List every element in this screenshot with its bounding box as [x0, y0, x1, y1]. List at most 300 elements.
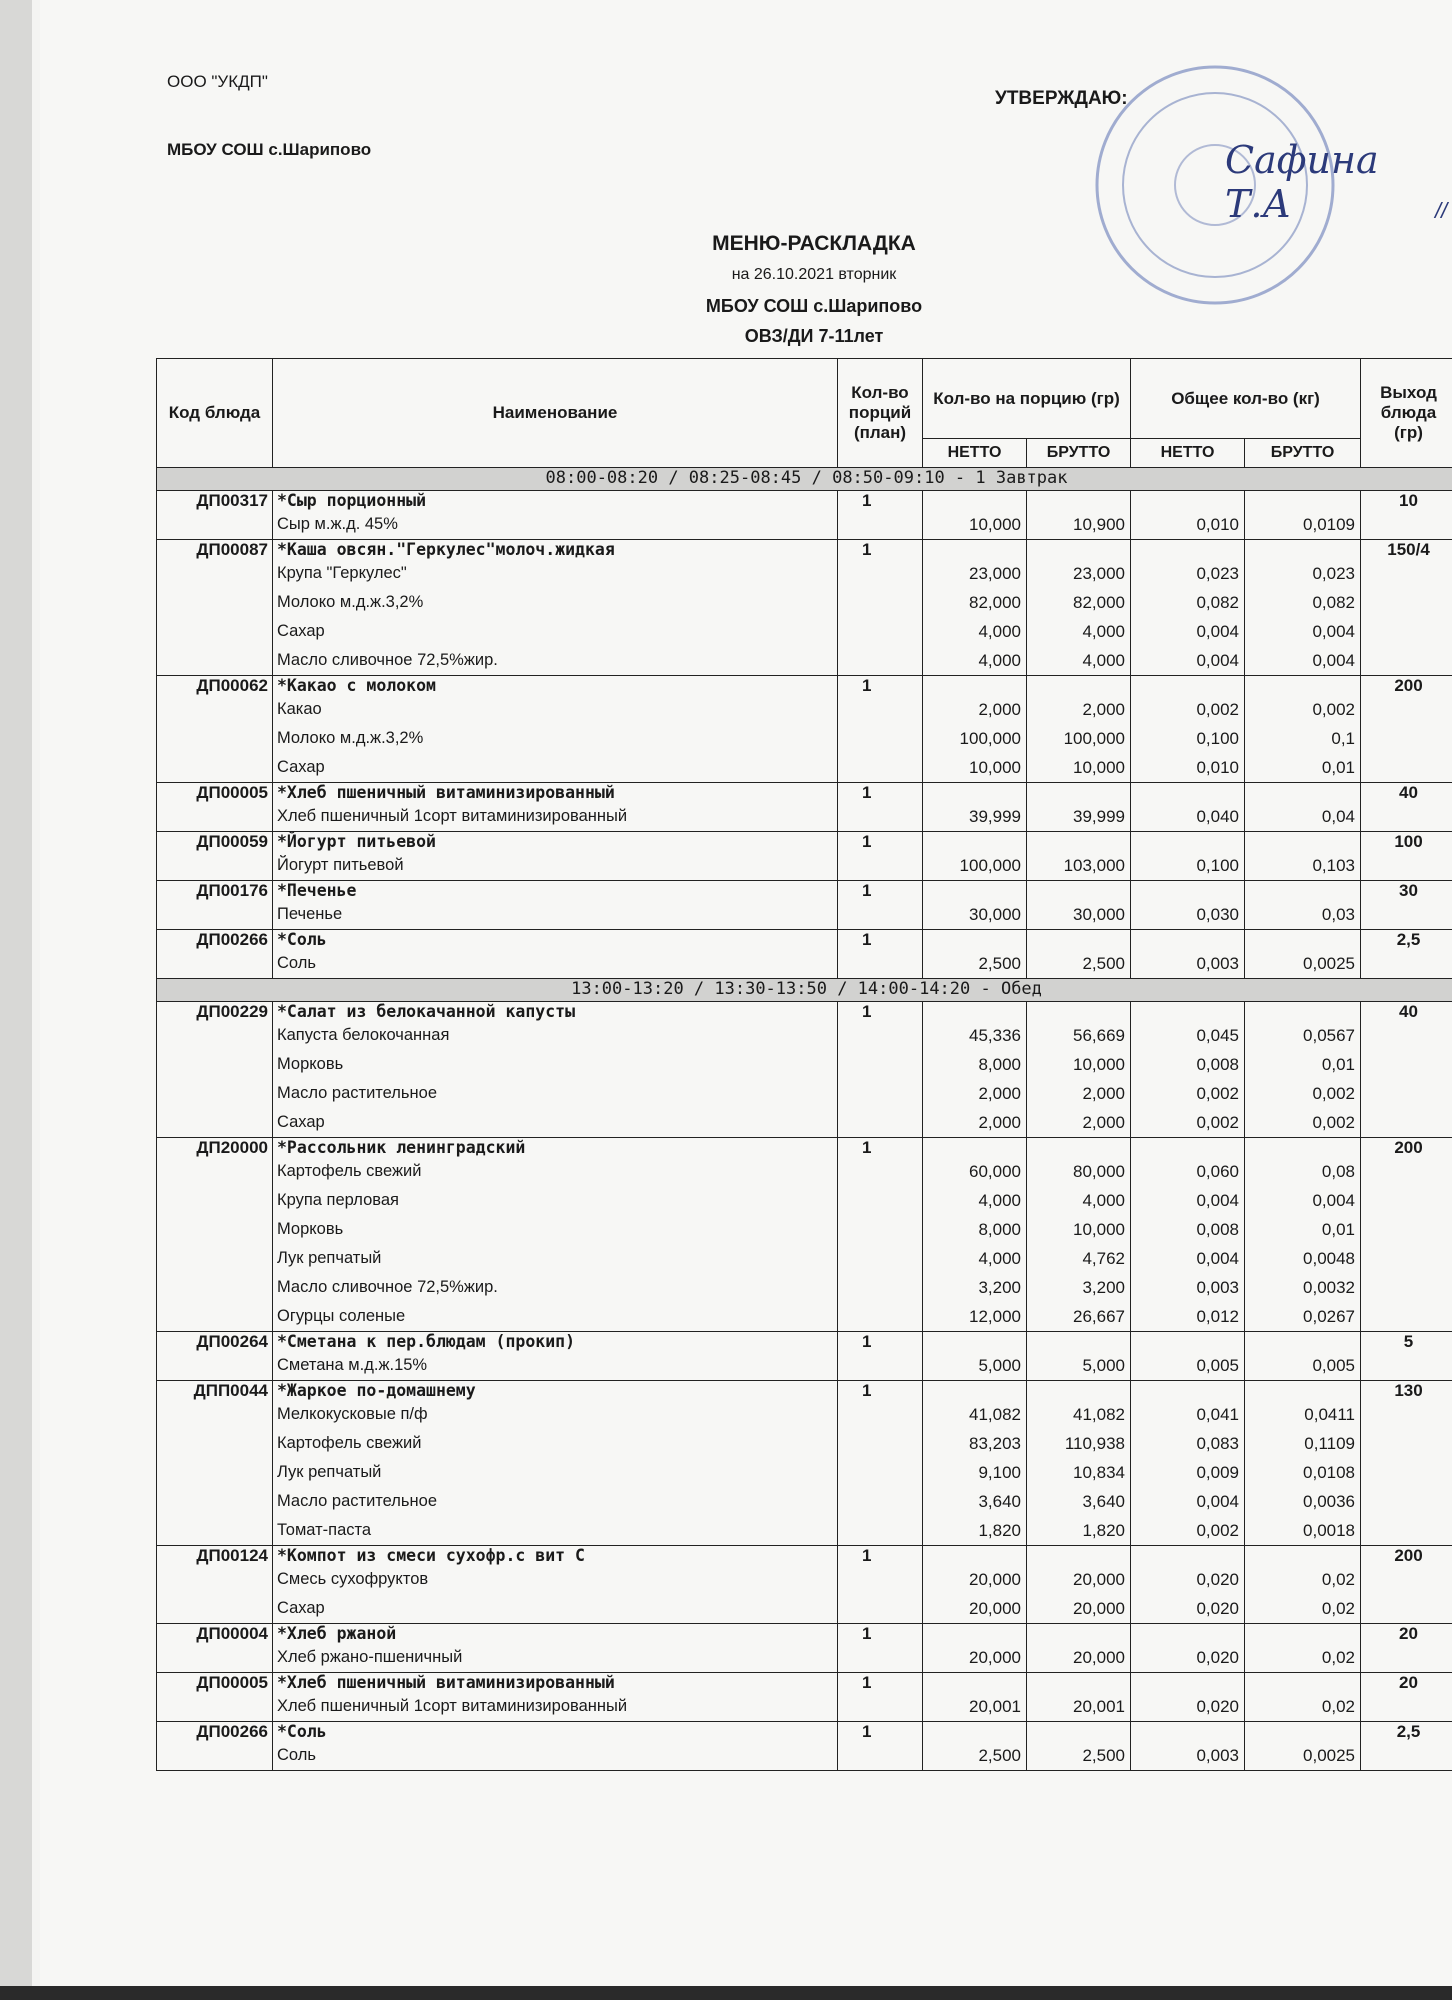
value-tnetto [1131, 676, 1245, 783]
ingredient-brutto: 30,000 [1073, 905, 1126, 924]
ingredient-name: Картофель свежий [277, 1434, 422, 1452]
dish-output: 2,5 [1361, 930, 1452, 979]
ingredient-brutto: 10,000 [1073, 1220, 1126, 1239]
ingredient-brutto: 4,000 [1082, 651, 1126, 670]
ingredient-netto: 30,000 [969, 905, 1021, 924]
dish-name: *Хлеб пшеничный витаминизированный [277, 783, 615, 802]
portions-plan: 1 [838, 881, 923, 930]
ingredient-tnetto: 0,008 [1196, 1220, 1240, 1239]
dish-output: 200 [1361, 676, 1452, 783]
ingredient-brutto: 110,938 [1064, 1434, 1126, 1453]
meal-time-label: 08:00-08:20 / 08:25-08:45 / 08:50-09:10 - 1 Завтрак [157, 468, 1452, 491]
portions-plan: 1 [838, 1138, 923, 1332]
ingredient-netto: 100,000 [959, 856, 1021, 875]
value-netto [923, 1332, 1027, 1381]
value-brutto [1027, 1381, 1131, 1546]
value-brutto [1027, 1722, 1131, 1771]
value-tnetto [1131, 1624, 1245, 1673]
dish-name-cell [273, 1624, 838, 1673]
dish-code: ДП00176 [157, 881, 273, 930]
value-netto [923, 832, 1027, 881]
ingredient-netto: 20,001 [969, 1697, 1021, 1716]
ingredient-brutto: 56,669 [1073, 1026, 1126, 1045]
dish-output: 100 [1361, 832, 1452, 881]
ingredient-netto: 10,000 [969, 515, 1021, 534]
ingredient-netto: 20,000 [969, 1648, 1021, 1667]
value-netto [923, 1624, 1027, 1673]
value-netto [923, 1722, 1027, 1771]
ingredient-tbrutto: 0,023 [1312, 564, 1356, 583]
portions-plan: 1 [838, 491, 923, 540]
dish-name-cell [273, 1381, 838, 1546]
dish-output: 20 [1361, 1624, 1452, 1673]
school-name: МБОУ СОШ с.Шарипово [167, 140, 372, 159]
ingredient-tnetto: 0,020 [1196, 1697, 1240, 1716]
ingredient-tnetto: 0,003 [1196, 1278, 1240, 1297]
ingredient-netto: 8,000 [978, 1055, 1021, 1074]
ingredient-netto: 2,000 [978, 1084, 1021, 1103]
scan-bottom-edge [0, 1986, 1452, 2000]
value-tbrutto [1245, 1673, 1361, 1722]
ingredient-netto: 41,082 [969, 1405, 1021, 1424]
value-brutto [1027, 1673, 1131, 1722]
signature: Сафина Т.А [1225, 138, 1379, 226]
ingredient-tbrutto: 0,0109 [1303, 515, 1356, 534]
value-brutto [1027, 491, 1131, 540]
ingredient-name: Крупа "Геркулес" [277, 564, 407, 582]
ingredient-tnetto: 0,005 [1196, 1356, 1240, 1375]
ingredient-tnetto: 0,002 [1196, 1084, 1240, 1103]
ingredient-brutto: 82,000 [1073, 593, 1126, 612]
ingredient-tnetto: 0,041 [1196, 1405, 1240, 1424]
ingredient-tnetto: 0,002 [1196, 1521, 1240, 1540]
dish-name-cell [273, 1002, 838, 1138]
portions-plan: 1 [838, 832, 923, 881]
ingredient-name: Картофель свежий [277, 1162, 422, 1180]
ingredient-netto: 9,100 [978, 1463, 1021, 1482]
ingredient-tnetto: 0,012 [1196, 1307, 1240, 1326]
ingredient-netto: 100,000 [959, 729, 1021, 748]
dish-code: ДП00229 [157, 1002, 273, 1138]
ingredient-name: Молоко м.д.ж.3,2% [277, 729, 424, 747]
value-tbrutto [1245, 881, 1361, 930]
dish-row [157, 783, 1452, 832]
header-total: Общее кол-во (кг) [1131, 359, 1361, 439]
ingredient-tbrutto: 0,01 [1321, 1220, 1356, 1239]
ingredient-netto: 45,336 [969, 1026, 1021, 1045]
dish-name-cell [273, 676, 838, 783]
ingredient-name: Масло растительное [277, 1084, 437, 1102]
dish-name-cell [273, 832, 838, 881]
portions-plan: 1 [838, 1722, 923, 1771]
ingredient-name: Хлеб пшеничный 1сорт витаминизированный [277, 807, 628, 825]
value-tnetto [1131, 1722, 1245, 1771]
value-tnetto [1131, 930, 1245, 979]
ingredient-tbrutto: 0,0025 [1303, 1746, 1356, 1765]
ingredient-netto: 60,000 [969, 1162, 1021, 1181]
ingredient-name: Морковь [277, 1055, 344, 1073]
ingredient-name: Лук репчатый [277, 1463, 382, 1481]
ingredient-netto: 2,000 [978, 700, 1021, 719]
ingredient-tnetto: 0,020 [1196, 1570, 1240, 1589]
org-name: ООО "УКДП" [167, 72, 268, 91]
ingredient-name: Масло растительное [277, 1492, 437, 1510]
ingredient-name: Капуста белокочанная [277, 1026, 450, 1044]
ingredient-netto: 1,820 [978, 1521, 1021, 1540]
value-netto [923, 1673, 1027, 1722]
ingredient-tnetto: 0,045 [1196, 1026, 1240, 1045]
ingredient-tnetto: 0,002 [1196, 1113, 1240, 1132]
ingredient-brutto: 23,000 [1073, 564, 1126, 583]
value-tbrutto [1245, 1138, 1361, 1332]
ingredient-name: Сахар [277, 1599, 325, 1617]
document-date: на 26.10.2021 вторник [731, 266, 897, 283]
ingredient-brutto: 20,000 [1073, 1599, 1126, 1618]
dish-output: 30 [1361, 881, 1452, 930]
document-title: МЕНЮ-РАСКЛАДКА [712, 232, 916, 255]
dish-name: *Салат из белокачанной капусты [277, 1002, 576, 1021]
value-brutto [1027, 783, 1131, 832]
value-tbrutto [1245, 676, 1361, 783]
value-netto [923, 930, 1027, 979]
dish-name-cell [273, 540, 838, 676]
ingredient-tnetto: 0,004 [1196, 1492, 1240, 1511]
ingredient-name: Масло сливочное 72,5%жир. [277, 651, 498, 669]
ingredient-tnetto: 0,100 [1196, 856, 1240, 875]
value-tbrutto [1245, 783, 1361, 832]
ingredient-tbrutto: 0,0032 [1303, 1278, 1356, 1297]
value-tnetto [1131, 1381, 1245, 1546]
ingredient-netto: 10,000 [969, 758, 1021, 777]
ingredient-tbrutto: 0,02 [1321, 1697, 1356, 1716]
dish-name: *Жаркое по-домашнему [277, 1381, 476, 1400]
dish-name-cell [273, 1673, 838, 1722]
ingredient-brutto: 26,667 [1073, 1307, 1126, 1326]
ingredient-tnetto: 0,004 [1196, 1249, 1240, 1268]
header-code: Код блюда [157, 359, 273, 468]
portions-plan: 1 [838, 1624, 923, 1673]
ingredient-tnetto: 0,020 [1196, 1648, 1240, 1667]
ingredient-brutto: 4,000 [1082, 622, 1126, 641]
ingredient-tbrutto: 0,02 [1321, 1570, 1356, 1589]
ingredient-netto: 8,000 [978, 1220, 1021, 1239]
ingredient-tbrutto: 0,002 [1312, 1084, 1356, 1103]
value-tnetto [1131, 881, 1245, 930]
ingredient-tbrutto: 0,103 [1312, 856, 1356, 875]
value-tnetto [1131, 783, 1245, 832]
dish-output: 20 [1361, 1673, 1452, 1722]
value-brutto [1027, 676, 1131, 783]
ingredient-brutto: 2,000 [1082, 1113, 1126, 1132]
ingredient-brutto: 5,000 [1082, 1356, 1126, 1375]
ingredient-tbrutto: 0,01 [1321, 758, 1356, 777]
header-brutto: БРУТТО [1027, 439, 1131, 468]
value-netto [923, 1381, 1027, 1546]
dish-output: 130 [1361, 1381, 1452, 1546]
value-brutto [1027, 881, 1131, 930]
value-netto [923, 676, 1027, 783]
value-tbrutto [1245, 930, 1361, 979]
ingredient-netto: 5,000 [978, 1356, 1021, 1375]
dish-name: *Рассольник ленинградский [277, 1138, 526, 1157]
value-brutto [1027, 1332, 1131, 1381]
dish-name: *Йогурт питьевой [277, 832, 436, 851]
value-brutto [1027, 1002, 1131, 1138]
meal-header-row [157, 468, 1452, 491]
dish-name: *Соль [277, 930, 327, 949]
ingredient-tbrutto: 0,004 [1312, 622, 1356, 641]
dish-name: *Компот из смеси сухофр.с вит С [277, 1546, 585, 1565]
ingredient-tbrutto: 0,004 [1312, 651, 1356, 670]
ingredient-tbrutto: 0,0048 [1303, 1249, 1356, 1268]
ingredient-brutto: 2,500 [1082, 1746, 1126, 1765]
document-school: МБОУ СОШ с.Шарипово [705, 296, 923, 316]
dish-row [157, 1332, 1452, 1381]
ingredient-netto: 2,000 [978, 1113, 1021, 1132]
ingredient-brutto: 80,000 [1073, 1162, 1126, 1181]
ingredient-tbrutto: 0,02 [1321, 1648, 1356, 1667]
dish-code: ДП00005 [157, 783, 273, 832]
signature-tail: // [1435, 198, 1448, 223]
dish-output: 40 [1361, 783, 1452, 832]
value-tbrutto [1245, 1381, 1361, 1546]
value-tbrutto [1245, 832, 1361, 881]
value-tbrutto [1245, 491, 1361, 540]
ingredient-brutto: 103,000 [1063, 856, 1126, 875]
ingredient-tnetto: 0,004 [1196, 622, 1240, 641]
ingredient-tbrutto: 0,1 [1331, 729, 1356, 748]
ingredient-brutto: 2,000 [1082, 700, 1126, 719]
ingredient-tnetto: 0,083 [1196, 1434, 1240, 1453]
value-tnetto [1131, 491, 1245, 540]
ingredient-brutto: 4,000 [1082, 1191, 1126, 1210]
ingredient-tbrutto: 0,0411 [1304, 1405, 1356, 1424]
ingredient-tbrutto: 0,01 [1321, 1055, 1356, 1074]
ingredient-tbrutto: 0,0267 [1303, 1307, 1356, 1326]
ingredient-tbrutto: 0,02 [1321, 1599, 1356, 1618]
ingredient-name: Смесь сухофруктов [277, 1570, 429, 1588]
dish-code: ДП00317 [157, 491, 273, 540]
portions-plan: 1 [838, 1381, 923, 1546]
ingredient-name: Хлеб ржано-пшеничный [277, 1648, 463, 1666]
header-per-portion: Кол-во на порцию (гр) [923, 359, 1131, 439]
dish-code: ДП00124 [157, 1546, 273, 1624]
ingredient-netto: 2,500 [978, 954, 1021, 973]
ingredient-netto: 3,200 [978, 1278, 1021, 1297]
value-tnetto [1131, 832, 1245, 881]
ingredient-tnetto: 0,100 [1196, 729, 1240, 748]
header-name: Наименование [273, 359, 838, 468]
ingredient-name: Сахар [277, 758, 325, 776]
ingredient-name: Молоко м.д.ж.3,2% [277, 593, 424, 611]
ingredient-netto: 2,500 [978, 1746, 1021, 1765]
value-brutto [1027, 930, 1131, 979]
value-netto [923, 783, 1027, 832]
dish-name-cell [273, 881, 838, 930]
meal-time-label: 13:00-13:20 / 13:30-13:50 / 14:00-14:20 - Обед [157, 979, 1452, 1002]
header-output: Выход блюда (гр) [1361, 359, 1452, 468]
ingredient-name: Масло сливочное 72,5%жир. [277, 1278, 498, 1296]
dish-row [157, 1546, 1452, 1624]
ingredient-tnetto: 0,009 [1196, 1463, 1240, 1482]
ingredient-tbrutto: 0,04 [1321, 807, 1356, 826]
value-brutto [1027, 1624, 1131, 1673]
ingredient-netto: 4,000 [978, 651, 1021, 670]
dish-name-cell [273, 1722, 838, 1771]
ingredient-brutto: 20,000 [1073, 1648, 1126, 1667]
ingredient-tbrutto: 0,002 [1312, 700, 1356, 719]
value-netto [923, 1138, 1027, 1332]
value-brutto [1027, 1546, 1131, 1624]
dish-name: *Каша овсян."Геркулес"молоч.жидкая [277, 540, 615, 559]
ingredient-brutto: 2,500 [1082, 954, 1126, 973]
ingredient-netto: 20,000 [969, 1570, 1021, 1589]
dish-name-cell [273, 783, 838, 832]
ingredient-tnetto: 0,002 [1196, 700, 1240, 719]
value-brutto [1027, 1138, 1131, 1332]
value-netto [923, 881, 1027, 930]
dish-code: ДП00004 [157, 1624, 273, 1673]
dish-name: *Сметана к пер.блюдам (прокип) [277, 1332, 576, 1351]
dish-row [157, 1722, 1452, 1771]
menu-table [156, 358, 1452, 1771]
ingredient-tnetto: 0,082 [1196, 593, 1240, 612]
value-tnetto [1131, 1332, 1245, 1381]
dish-name: *Хлеб пшеничный витаминизированный [277, 1673, 615, 1692]
dish-row [157, 676, 1452, 783]
ingredient-tnetto: 0,008 [1196, 1055, 1240, 1074]
ingredient-tbrutto: 0,005 [1312, 1356, 1356, 1375]
ingredient-tnetto: 0,060 [1196, 1162, 1240, 1181]
ingredient-name: Лук репчатый [277, 1249, 382, 1267]
ingredient-netto: 20,000 [969, 1599, 1021, 1618]
value-tbrutto [1245, 1002, 1361, 1138]
dish-row [157, 540, 1452, 676]
ingredient-brutto: 20,000 [1073, 1570, 1126, 1589]
ingredient-name: Йогурт питьевой [277, 856, 404, 874]
ingredient-name: Соль [277, 954, 316, 972]
ingredient-name: Мелкокусковые п/ф [277, 1405, 428, 1423]
ingredient-netto: 4,000 [978, 1249, 1021, 1268]
dish-name-cell [273, 1546, 838, 1624]
dish-code: ДП00087 [157, 540, 273, 676]
ingredient-brutto: 3,200 [1082, 1278, 1126, 1297]
ingredient-tnetto: 0,003 [1196, 954, 1240, 973]
value-tnetto [1131, 1673, 1245, 1722]
ingredient-name: Печенье [277, 905, 343, 923]
ingredient-tnetto: 0,004 [1196, 1191, 1240, 1210]
dish-output: 200 [1361, 1138, 1452, 1332]
ingredient-netto: 82,000 [969, 593, 1021, 612]
ingredient-name: Сметана м.д.ж.15% [277, 1356, 428, 1374]
portions-plan: 1 [838, 783, 923, 832]
value-netto [923, 491, 1027, 540]
value-netto [923, 1002, 1027, 1138]
ingredient-netto: 23,000 [969, 564, 1021, 583]
ingredient-name: Сахар [277, 1113, 325, 1131]
dish-code: ДП00062 [157, 676, 273, 783]
dish-row [157, 1624, 1452, 1673]
dish-name-cell [273, 1332, 838, 1381]
value-netto [923, 540, 1027, 676]
portions-plan: 1 [838, 930, 923, 979]
dish-row [157, 1002, 1452, 1138]
dish-output: 2,5 [1361, 1722, 1452, 1771]
header-portions: Кол-во порций (план) [838, 359, 923, 468]
dish-output: 10 [1361, 491, 1452, 540]
ingredient-brutto: 10,000 [1073, 1055, 1126, 1074]
ingredient-tbrutto: 0,0018 [1303, 1521, 1356, 1540]
ingredient-name: Огурцы соленые [277, 1307, 406, 1325]
header-total-brutto: БРУТТО [1245, 439, 1361, 468]
dish-code: ДП00264 [157, 1332, 273, 1381]
ingredient-name: Хлеб пшеничный 1сорт витаминизированный [277, 1697, 628, 1715]
value-tbrutto [1245, 1722, 1361, 1771]
dish-row [157, 832, 1452, 881]
ingredient-tnetto: 0,004 [1196, 651, 1240, 670]
dish-name-cell [273, 930, 838, 979]
ingredient-tbrutto: 0,082 [1312, 593, 1356, 612]
dish-code: ДПП0044 [157, 1381, 273, 1546]
value-brutto [1027, 540, 1131, 676]
dish-name: *Соль [277, 1722, 327, 1741]
ingredient-name: Томат-паста [277, 1521, 372, 1539]
ingredient-brutto: 1,820 [1082, 1521, 1126, 1540]
ingredient-tnetto: 0,023 [1196, 564, 1240, 583]
dish-row [157, 1138, 1452, 1332]
ingredient-tbrutto: 0,1109 [1304, 1434, 1356, 1453]
ingredient-brutto: 4,762 [1082, 1249, 1126, 1268]
dish-name: *Хлеб ржаной [277, 1624, 397, 1643]
dish-code: ДП00005 [157, 1673, 273, 1722]
dish-row [157, 1381, 1452, 1546]
ingredient-netto: 39,999 [969, 807, 1021, 826]
dish-code: ДП00266 [157, 930, 273, 979]
portions-plan: 1 [838, 1332, 923, 1381]
ingredient-tbrutto: 0,0025 [1303, 954, 1356, 973]
header-total-netto: НЕТТО [1131, 439, 1245, 468]
value-tnetto [1131, 540, 1245, 676]
ingredient-brutto: 10,000 [1073, 758, 1126, 777]
dish-code: ДП00059 [157, 832, 273, 881]
value-netto [923, 1546, 1027, 1624]
ingredient-brutto: 20,001 [1073, 1697, 1126, 1716]
dish-code: ДП00266 [157, 1722, 273, 1771]
dish-name-cell [273, 1138, 838, 1332]
dish-row [157, 930, 1452, 979]
value-tbrutto [1245, 1624, 1361, 1673]
ingredient-brutto: 100,000 [1063, 729, 1126, 748]
ingredient-tnetto: 0,003 [1196, 1746, 1240, 1765]
ingredient-netto: 4,000 [978, 1191, 1021, 1210]
dish-name: *Какао с молоком [277, 676, 436, 695]
ingredient-tnetto: 0,010 [1196, 758, 1240, 777]
value-tbrutto [1245, 1546, 1361, 1624]
portions-plan: 1 [838, 1002, 923, 1138]
ingredient-tnetto: 0,030 [1196, 905, 1240, 924]
ingredient-name: Соль [277, 1746, 316, 1764]
header-netto: НЕТТО [923, 439, 1027, 468]
value-tnetto [1131, 1546, 1245, 1624]
ingredient-tbrutto: 0,004 [1312, 1191, 1356, 1210]
portions-plan: 1 [838, 676, 923, 783]
value-tbrutto [1245, 540, 1361, 676]
dish-output: 5 [1361, 1332, 1452, 1381]
ingredient-tbrutto: 0,002 [1312, 1113, 1356, 1132]
portions-plan: 1 [838, 1546, 923, 1624]
ingredient-brutto: 10,900 [1073, 515, 1126, 534]
ingredient-tbrutto: 0,0567 [1303, 1026, 1356, 1045]
